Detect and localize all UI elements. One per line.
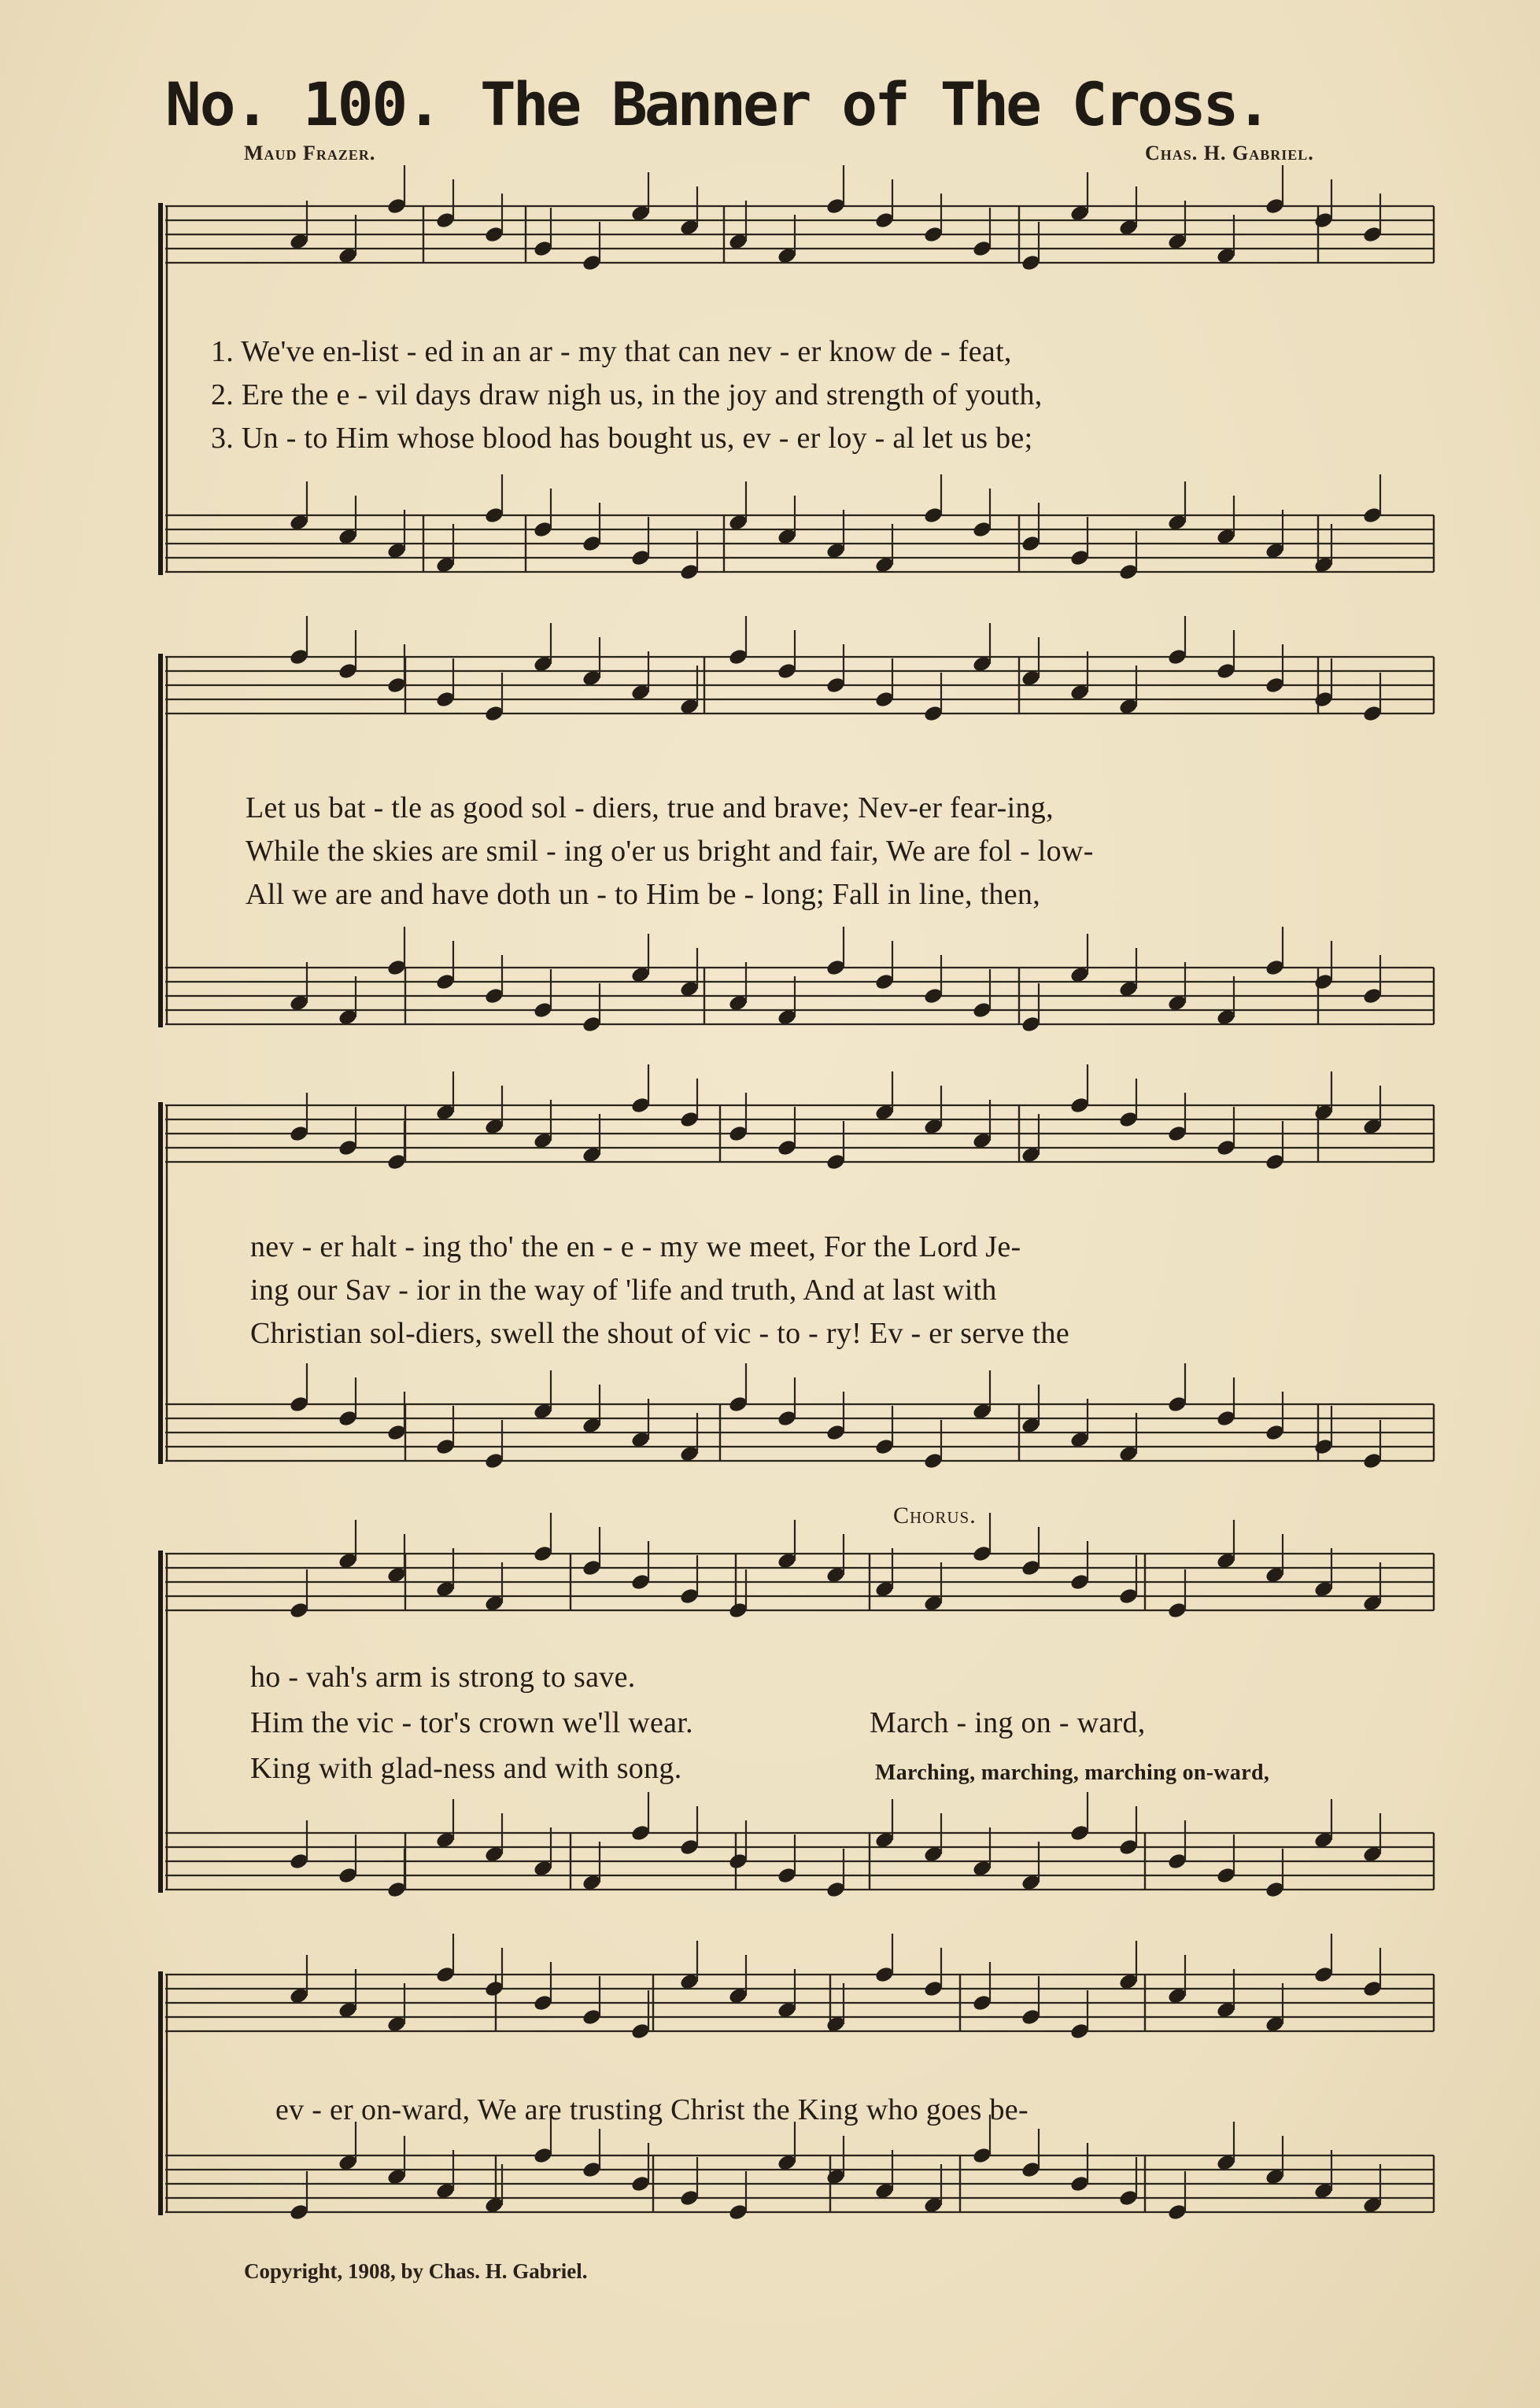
lyric-verse2-line3: ing our Sav - ior in the way of 'life and truth, And at last with xyxy=(250,1274,997,1307)
lyric-verse2-line2: While the skies are smil - ing o'er us bright and fair, We are fol - low- xyxy=(246,835,1094,868)
hymn-number: No. 100. xyxy=(165,69,441,139)
hymn-title: The Banner of The Cross. xyxy=(480,69,1269,139)
lyric-verse1-line2: Let us bat - tle as good sol - diers, true and brave; Nev-er fear-ing, xyxy=(246,791,1054,824)
composer-credit: Chas. H. Gabriel. xyxy=(1145,142,1314,164)
lyric-verse3-line3: Christian sol-diers, swell the shout of vic - to - ry! Ev - er serve the xyxy=(250,1317,1070,1350)
lyric-chorus-echo: Marching, marching, marching on-ward, xyxy=(875,1761,1270,1785)
staff-lines xyxy=(161,203,1434,2215)
lyricist-credit: Maud Frazer. xyxy=(244,142,376,164)
lyric-chorus-line2: ev - er on-ward, We are trusting Christ the King who goes be- xyxy=(275,2093,1029,2126)
lyric-verse3-line4: King with glad-ness and with song. xyxy=(250,1752,682,1785)
lyric-verse2-line4: Him the vic - tor's crown we'll wear. xyxy=(250,1706,693,1739)
lyric-verse1-line3: nev - er halt - ing tho' the en - e - my we meet, For the Lord Je- xyxy=(250,1230,1021,1263)
lyric-chorus-line1: March - ing on - ward, xyxy=(870,1706,1146,1739)
lyric-verse3-line2: All we are and have doth un - to Him be - long; Fall in line, then, xyxy=(246,878,1040,911)
lyric-verse1-line1: 1. We've en-list - ed in an ar - my that can nev - er know de - feat, xyxy=(211,335,1012,368)
lyric-verse1-line4: ho - vah's arm is strong to save. xyxy=(250,1661,636,1694)
note-heads xyxy=(289,165,1383,2222)
lyric-verse3-line1: 3. Un - to Him whose blood has bought us, ev - er loy - al let us be; xyxy=(211,422,1033,455)
lyric-verse2-line1: 2. Ere the e - vil days draw nigh us, in the joy and strength of youth, xyxy=(211,378,1043,411)
copyright-notice: Copyright, 1908, by Chas. H. Gabriel. xyxy=(244,2259,588,2283)
chorus-label: Chorus. xyxy=(893,1503,977,1529)
